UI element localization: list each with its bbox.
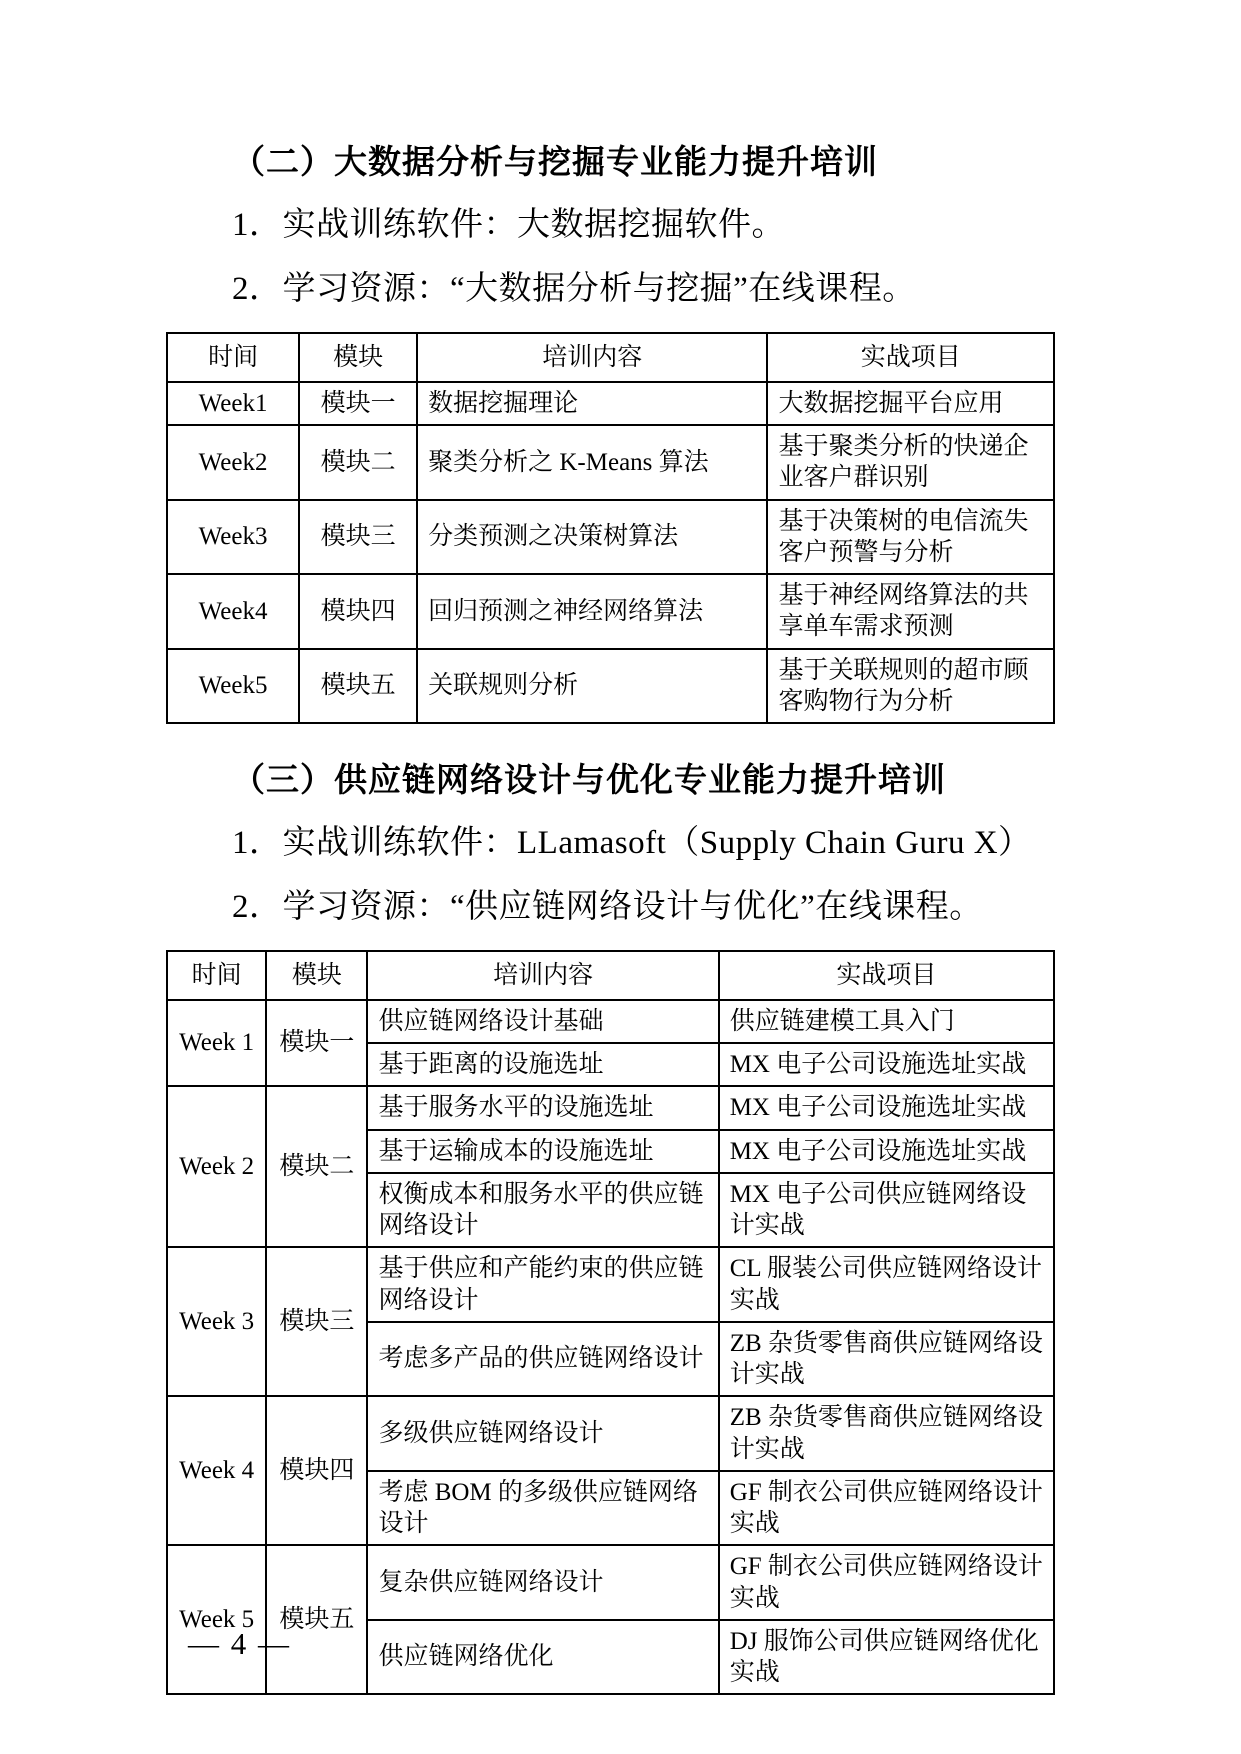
- cell-content: 供应链网络设计基础: [367, 1000, 718, 1043]
- cell-project: GF 制衣公司供应链网络设计实战: [719, 1471, 1054, 1546]
- cell-time: Week5: [167, 649, 299, 724]
- table-row: [167, 425, 1054, 500]
- cell-time: Week 3: [167, 1247, 266, 1396]
- cell-module: 模块三: [299, 500, 417, 575]
- table-row: [167, 382, 1054, 425]
- cell-time: Week 2: [167, 1086, 266, 1247]
- column-header: 时间: [167, 951, 266, 1000]
- cell-module: 模块一: [299, 382, 417, 425]
- cell-time: Week1: [167, 382, 299, 425]
- cell-project: CL 服装公司供应链网络设计实战: [719, 1247, 1054, 1322]
- table-row: [167, 1000, 1054, 1043]
- cell-content: 回归预测之神经网络算法: [417, 574, 767, 649]
- table-row: [167, 649, 1054, 724]
- cell-module: 模块二: [266, 1086, 367, 1247]
- section-heading-2: （二）大数据分析与挖掘专业能力提升培训: [232, 145, 878, 181]
- table-header-row: [167, 333, 1054, 382]
- cell-content: 复杂供应链网络设计: [367, 1545, 718, 1620]
- cell-project: GF 制衣公司供应链网络设计实战: [719, 1545, 1054, 1620]
- training-table-bigdata: [166, 332, 1055, 725]
- section2-item-2: 2．学习资源：“大数据分析与挖掘”在线课程。: [232, 270, 916, 307]
- cell-project: 基于聚类分析的快递企业客户群识别: [767, 425, 1054, 500]
- cell-time: Week2: [167, 425, 299, 500]
- column-header: 培训内容: [367, 951, 718, 1000]
- table-row: [167, 574, 1054, 649]
- section3-item-2: 2．学习资源：“供应链网络设计与优化”在线课程。: [232, 888, 983, 925]
- cell-content: 分类预测之决策树算法: [417, 500, 767, 575]
- cell-project: MX 电子公司设施选址实战: [719, 1086, 1054, 1129]
- table-row: [167, 1545, 1054, 1620]
- cell-time: Week 5: [167, 1545, 266, 1694]
- column-header: 实战项目: [719, 951, 1054, 1000]
- cell-content: 考虑 BOM 的多级供应链网络设计: [367, 1471, 718, 1546]
- cell-module: 模块五: [266, 1545, 367, 1694]
- cell-project: 供应链建模工具入门: [719, 1000, 1054, 1043]
- cell-content: 基于供应和产能约束的供应链网络设计: [367, 1247, 718, 1322]
- cell-module: 模块四: [266, 1396, 367, 1545]
- cell-content: 权衡成本和服务水平的供应链网络设计: [367, 1173, 718, 1248]
- section-heading-3: （三）供应链网络设计与优化专业能力提升培训: [232, 763, 946, 800]
- cell-content: 基于服务水平的设施选址: [367, 1086, 718, 1129]
- table-header-row: [167, 951, 1054, 1000]
- cell-project: DJ 服饰公司供应链网络优化实战: [719, 1620, 1054, 1695]
- cell-project: 大数据挖掘平台应用: [767, 382, 1054, 425]
- cell-project: ZB 杂货零售商供应链网络设计实战: [719, 1396, 1054, 1471]
- page-number: — 4 —: [188, 1626, 291, 1661]
- column-header: 培训内容: [417, 333, 767, 382]
- training-table-supplychain: [166, 950, 1055, 1696]
- cell-content: 供应链网络优化: [367, 1620, 718, 1695]
- table-row: [167, 500, 1054, 575]
- cell-time: Week4: [167, 574, 299, 649]
- cell-project: 基于决策树的电信流失客户预警与分析: [767, 500, 1054, 575]
- table-row: [167, 1086, 1054, 1129]
- cell-content: 关联规则分析: [417, 649, 767, 724]
- cell-time: Week 4: [167, 1396, 266, 1545]
- cell-content: 聚类分析之 K-Means 算法: [417, 425, 767, 500]
- cell-module: 模块一: [266, 1000, 367, 1087]
- cell-content: 考虑多产品的供应链网络设计: [367, 1322, 718, 1397]
- column-header: 模块: [299, 333, 417, 382]
- cell-time: Week 1: [167, 1000, 266, 1087]
- page-content: [166, 140, 1055, 1701]
- cell-module: 模块四: [299, 574, 417, 649]
- cell-project: 基于神经网络算法的共享单车需求预测: [767, 574, 1054, 649]
- table-row: [167, 1247, 1054, 1322]
- cell-content: 基于运输成本的设施选址: [367, 1130, 718, 1173]
- column-header: 实战项目: [767, 333, 1054, 382]
- cell-module: 模块三: [266, 1247, 367, 1396]
- cell-module: 模块二: [299, 425, 417, 500]
- cell-time: Week3: [167, 500, 299, 575]
- cell-module: 模块五: [299, 649, 417, 724]
- cell-content: 多级供应链网络设计: [367, 1396, 718, 1471]
- cell-project: MX 电子公司供应链网络设计实战: [719, 1173, 1054, 1248]
- cell-project: ZB 杂货零售商供应链网络设计实战: [719, 1322, 1054, 1397]
- column-header: 时间: [167, 333, 299, 382]
- cell-content: 基于距离的设施选址: [367, 1043, 718, 1086]
- column-header: 模块: [266, 951, 367, 1000]
- cell-project: MX 电子公司设施选址实战: [719, 1043, 1054, 1086]
- table-row: [167, 1396, 1054, 1471]
- cell-project: MX 电子公司设施选址实战: [719, 1130, 1054, 1173]
- section2-item-1: 1．实战训练软件：大数据挖掘软件。: [232, 206, 785, 243]
- cell-project: 基于关联规则的超市顾客购物行为分析: [767, 649, 1054, 724]
- cell-content: 数据挖掘理论: [417, 382, 767, 425]
- section3-item-1: 1．实战训练软件：LLamasoft（Supply Chain Guru X）: [232, 824, 1032, 861]
